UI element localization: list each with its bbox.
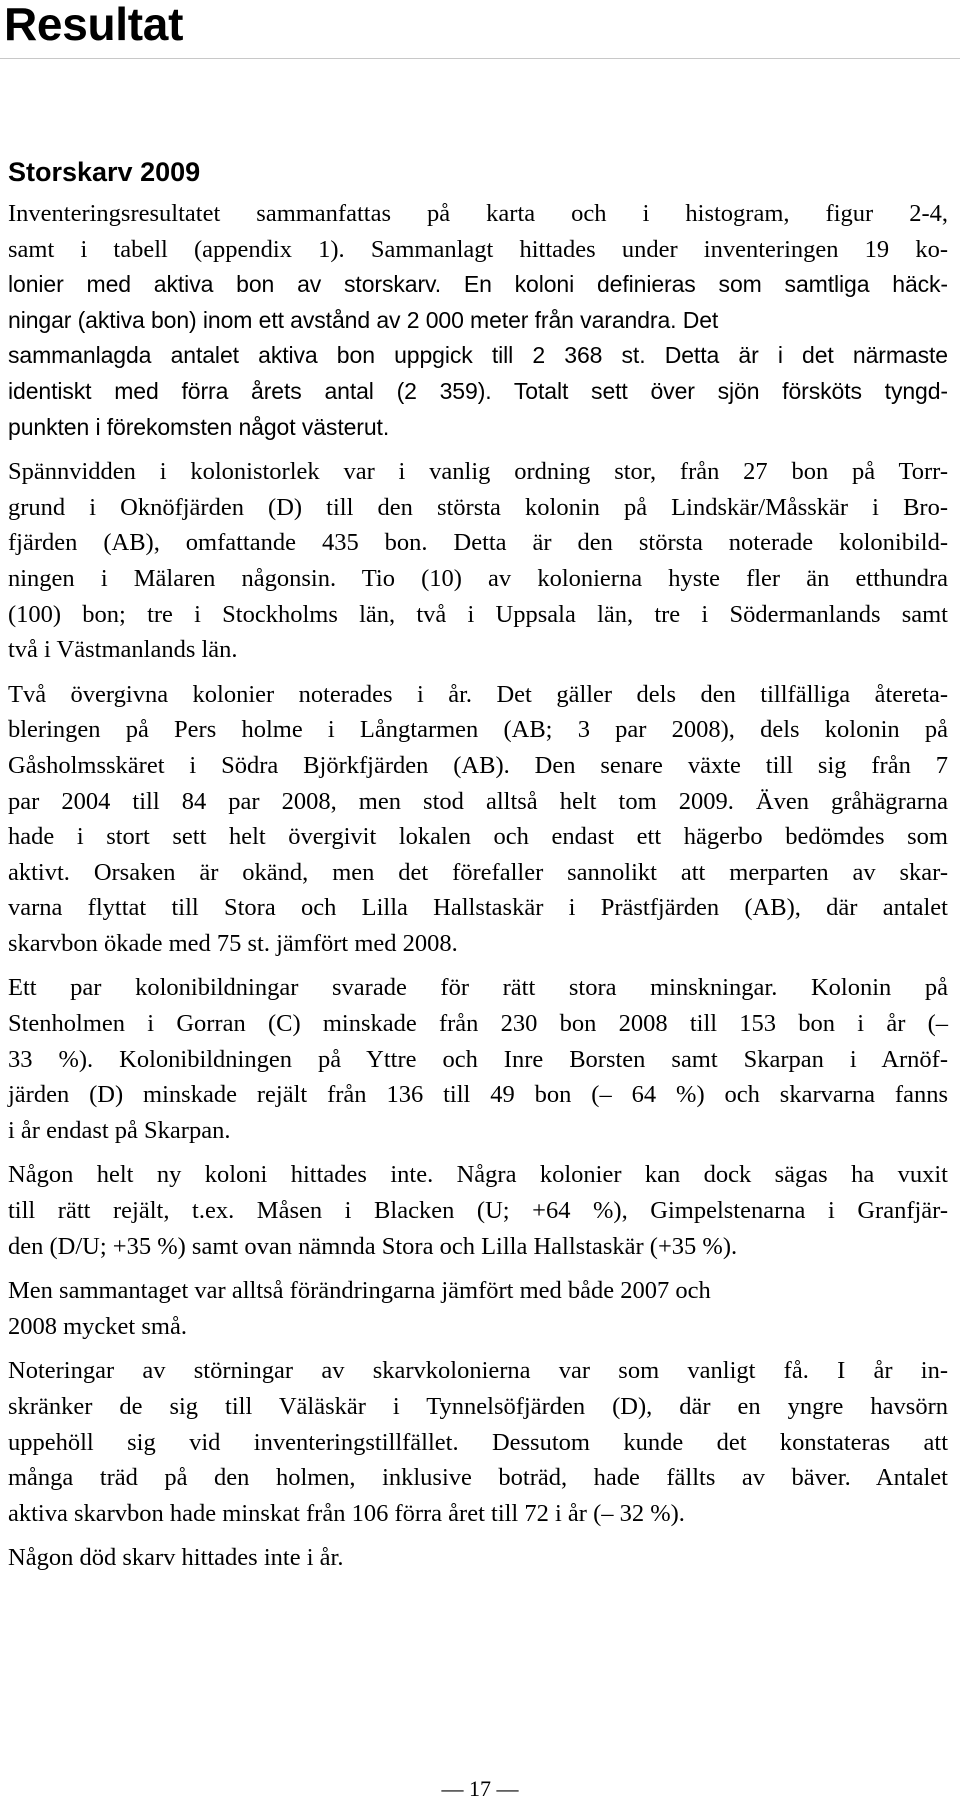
text-line: skarvbon ökade med 75 st. jämfört med 2008. [8, 929, 458, 957]
text-line: identiskt med förra årets antal (2 359). Totalt sett över sjön försköts tyngd- [8, 377, 948, 404]
text-line: skränker de sig till Väläskär i Tynnelsöfjärden (D), där en yngre havsörn [8, 1393, 948, 1420]
text-line: punkten i förekomsten något västerut. [8, 413, 390, 440]
text-line: ningen i Mälaren någonsin. Tio (10) av kolonierna hyste fler än etthundra [8, 564, 948, 592]
text-line: Två övergivna kolonier noterades i år. Det gäller dels den tillfälliga återeta- [8, 680, 948, 708]
text-line: många träd på den holmen, inklusive boträd, hade fällts av bäver. Antalet [8, 1464, 948, 1492]
text-line: aktiva skarvbon hade minskat från 106 förra året till 72 i år (– 32 %). [8, 1499, 685, 1527]
paragraph-4 [8, 970, 948, 1148]
paragraph-5 [8, 1157, 948, 1264]
paragraph-3 [8, 677, 948, 962]
text-line: till rätt rejält, t.ex. Måsen i Blacken (U; +64 %), Gimpelstenarna i Granfjär- [8, 1197, 948, 1225]
text-line: samt i tabell (appendix 1). Sammanlagt hittades under inventeringen 19 ko- [8, 235, 948, 263]
text-line: två i Västmanlands län. [8, 636, 238, 664]
text-line: Gåsholmsskäret i Södra Björkfjärden (AB). Den senare växte till sig från 7 [8, 751, 948, 779]
text-line: fjärden (AB), omfattande 435 bon. Detta är den största noterade kolonibild- [8, 529, 948, 557]
paragraph-6 [8, 1273, 948, 1344]
text-line: Inventeringsresultatet sammanfattas på karta och i histogram, figur 2-4, [8, 200, 948, 227]
text-line: Ett par kolonibildningar svarade för rätt stora minskningar. Kolonin på [8, 974, 948, 1002]
text-line: par 2004 till 84 par 2008, men stod alltså helt tom 2009. Även gråhägrarna [8, 787, 948, 815]
text-line: (100) bon; tre i Stockholms län, två i Uppsala län, tre i Södermanlands samt [8, 600, 948, 628]
text-line: Stenholmen i Gorran (C) minskade från 230 bon 2008 till 153 bon i år (– [8, 1010, 948, 1038]
header-divider [0, 58, 960, 59]
text-line: i år endast på Skarpan. [8, 1116, 231, 1144]
paragraph-2 [8, 454, 948, 668]
text-line: varna flyttat till Stora och Lilla Hallstaskär i Prästfjärden (AB), där antalet [8, 894, 948, 922]
page-number: — 17 — [441, 1776, 519, 1801]
chapter-title: Resultat [4, 0, 184, 50]
paragraph-7 [8, 1353, 948, 1531]
text-line: den (D/U; +35 %) samt ovan nämnda Stora och Lilla Hallstaskär (+35 %). [8, 1232, 738, 1260]
text-line: Någon död skarv hittades inte i år. [8, 1544, 344, 1572]
body-text [8, 196, 948, 1585]
paragraph-1 [8, 196, 948, 445]
text-line: hade i stort sett helt övergivit lokalen och endast ett hägerbo bedömdes som [8, 823, 948, 851]
paragraph-8 [8, 1540, 948, 1576]
text-line: uppehöll sig vid inventeringstillfället. Dessutom kunde det konstateras att [8, 1428, 948, 1456]
text-line: aktivt. Orsaken är okänd, men det förefaller sannolikt att merparten av skar- [8, 858, 948, 886]
text-line: ningar (aktiva bon) inom ett avstånd av 2 000 meter från varandra. Det [8, 306, 719, 333]
text-line: sammanlagda antalet aktiva bon uppgick till 2 368 st. Detta är i det närmaste [8, 342, 948, 369]
text-line: järden (D) minskade rejält från 136 till 49 bon (– 64 %) och skarvarna fanns [8, 1081, 948, 1109]
text-line: bleringen på Pers holme i Långtarmen (AB; 3 par 2008), dels kolonin på [8, 716, 948, 744]
text-line: Spännvidden i kolonistorlek var i vanlig ordning stor, från 27 bon på Torr- [8, 458, 948, 486]
text-line: 33 %). Kolonibildningen på Yttre och Inre Borsten samt Skarpan i Arnöf- [8, 1045, 948, 1073]
section-title: Storskarv 2009 [8, 157, 201, 187]
text-line: Någon helt ny koloni hittades inte. Några kolonier kan dock sägas ha vuxit [8, 1161, 948, 1189]
text-line: Men sammantaget var alltså förändringarna jämfört med både 2007 och [8, 1277, 711, 1305]
text-line: lonier med aktiva bon av storskarv. En koloni definieras som samtliga häck- [8, 271, 948, 298]
text-line: 2008 mycket små. [8, 1312, 187, 1340]
text-line: Noteringar av störningar av skarvkolonierna var som vanligt få. I år in- [8, 1357, 948, 1385]
text-line: grund i Oknöfjärden (D) till den största kolonin på Lindskär/Måsskär i Bro- [8, 493, 948, 521]
